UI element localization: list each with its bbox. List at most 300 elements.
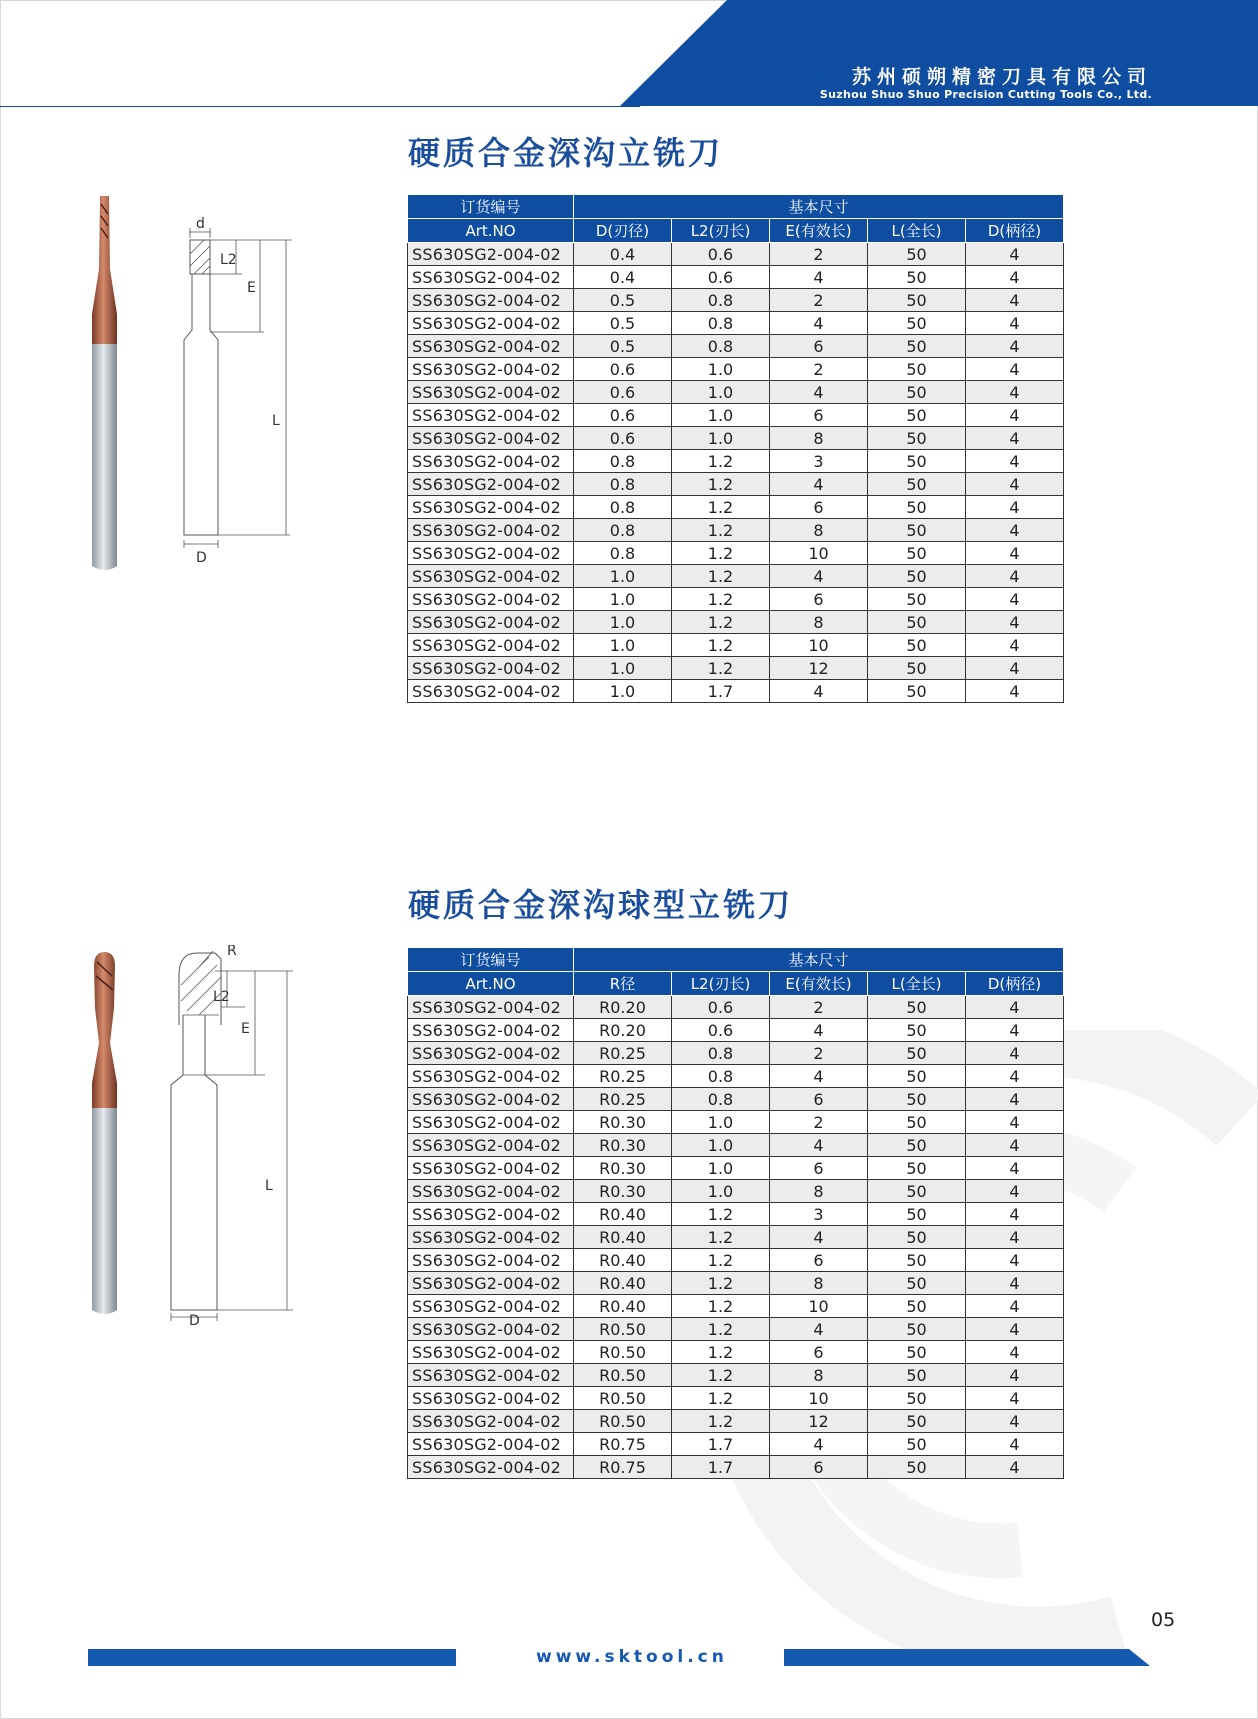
- header-art-en: Art.NO: [408, 219, 574, 243]
- table-cell: 50: [868, 996, 966, 1019]
- table-row: [408, 266, 1064, 289]
- table-cell: 50: [868, 1226, 966, 1249]
- table-cell: 50: [868, 1387, 966, 1410]
- art-no-cell: SS630SG2-004-02: [408, 1180, 574, 1203]
- art-no-cell: SS630SG2-004-02: [408, 996, 574, 1019]
- table-cell: 1.0: [672, 427, 770, 450]
- section2-tool-photo: [80, 948, 130, 1318]
- table-cell: R0.50: [574, 1341, 672, 1364]
- table-cell: 0.8: [672, 1042, 770, 1065]
- table-cell: R0.75: [574, 1433, 672, 1456]
- art-no-cell: SS630SG2-004-02: [408, 1111, 574, 1134]
- table-cell: 50: [868, 1364, 966, 1387]
- table-cell: 4: [966, 1433, 1064, 1456]
- table-cell: 50: [868, 634, 966, 657]
- table-cell: 4: [966, 1318, 1064, 1341]
- table-cell: R0.40: [574, 1203, 672, 1226]
- table-cell: 6: [770, 335, 868, 358]
- table-cell: 4: [770, 312, 868, 335]
- table-cell: 50: [868, 473, 966, 496]
- table-cell: 4: [966, 1272, 1064, 1295]
- table-cell: 6: [770, 588, 868, 611]
- table-row: [408, 1134, 1064, 1157]
- art-no-cell: SS630SG2-004-02: [408, 1341, 574, 1364]
- table-cell: 1.0: [672, 381, 770, 404]
- section2-dimension-drawing: [165, 945, 300, 1325]
- table-cell: 4: [966, 312, 1064, 335]
- table-row: [408, 381, 1064, 404]
- art-no-cell: SS630SG2-004-02: [408, 680, 574, 703]
- table-cell: 8: [770, 1180, 868, 1203]
- table-cell: 1.0: [574, 611, 672, 634]
- table-cell: 50: [868, 496, 966, 519]
- table-cell: 50: [868, 243, 966, 266]
- table-row: [408, 496, 1064, 519]
- art-no-cell: SS630SG2-004-02: [408, 1272, 574, 1295]
- art-no-cell: SS630SG2-004-02: [408, 1387, 574, 1410]
- table-row: [408, 289, 1064, 312]
- table-cell: 50: [868, 1111, 966, 1134]
- table-cell: 0.5: [574, 312, 672, 335]
- table-cell: 1.0: [672, 1157, 770, 1180]
- table-cell: 4: [770, 1134, 868, 1157]
- table-cell: R0.50: [574, 1410, 672, 1433]
- table-cell: 50: [868, 1203, 966, 1226]
- table-cell: 4: [966, 243, 1064, 266]
- table-cell: 50: [868, 358, 966, 381]
- table-cell: 3: [770, 450, 868, 473]
- table-cell: 0.8: [672, 1088, 770, 1111]
- table-cell: 50: [868, 1088, 966, 1111]
- header-group: 基本尺寸: [574, 195, 1064, 219]
- table-cell: 50: [868, 611, 966, 634]
- table-cell: 2: [770, 243, 868, 266]
- table-cell: 0.6: [574, 404, 672, 427]
- table-row: [408, 450, 1064, 473]
- table-cell: 50: [868, 450, 966, 473]
- table-row: [408, 335, 1064, 358]
- table-cell: 0.6: [574, 358, 672, 381]
- table-cell: 4: [966, 473, 1064, 496]
- table-cell: 2: [770, 358, 868, 381]
- table-cell: 50: [868, 381, 966, 404]
- table-cell: R0.40: [574, 1249, 672, 1272]
- table-cell: 6: [770, 1456, 868, 1479]
- table-cell: 1.0: [672, 404, 770, 427]
- page-number: 05: [1151, 1609, 1176, 1631]
- table-cell: 0.6: [574, 427, 672, 450]
- table-cell: 6: [770, 1249, 868, 1272]
- table-cell: 4: [966, 1203, 1064, 1226]
- section1-table-body: [408, 243, 1064, 703]
- table-cell: 4: [966, 427, 1064, 450]
- table-cell: 4: [770, 1065, 868, 1088]
- table-row: [408, 1111, 1064, 1134]
- table-cell: 4: [966, 1019, 1064, 1042]
- table-cell: 8: [770, 1272, 868, 1295]
- table-cell: 50: [868, 1042, 966, 1065]
- table-cell: 1.7: [672, 1433, 770, 1456]
- table-cell: 4: [966, 542, 1064, 565]
- table-cell: 6: [770, 404, 868, 427]
- table-cell: 50: [868, 427, 966, 450]
- table-cell: 50: [868, 542, 966, 565]
- table-cell: 50: [868, 657, 966, 680]
- art-no-cell: SS630SG2-004-02: [408, 1364, 574, 1387]
- table-cell: 4: [966, 496, 1064, 519]
- table-cell: 10: [770, 634, 868, 657]
- art-no-cell: SS630SG2-004-02: [408, 1249, 574, 1272]
- art-no-cell: SS630SG2-004-02: [408, 1295, 574, 1318]
- table-row: [408, 1272, 1064, 1295]
- table-cell: 1.7: [672, 680, 770, 703]
- table-cell: 10: [770, 1387, 868, 1410]
- table-cell: 10: [770, 542, 868, 565]
- table-cell: 10: [770, 1295, 868, 1318]
- table-row: [408, 680, 1064, 703]
- table-cell: 50: [868, 266, 966, 289]
- table-row: [408, 1433, 1064, 1456]
- table-row: [408, 1387, 1064, 1410]
- section1-spec-table: [407, 194, 1064, 703]
- table-cell: 0.6: [672, 243, 770, 266]
- section1-title: 硬质合金深沟立铣刀: [408, 134, 724, 172]
- table-cell: 4: [966, 680, 1064, 703]
- table-cell: 3: [770, 1203, 868, 1226]
- table-cell: 4: [966, 996, 1064, 1019]
- table-cell: 4: [966, 335, 1064, 358]
- table-row: [408, 1226, 1064, 1249]
- table-row: [408, 996, 1064, 1019]
- art-no-cell: SS630SG2-004-02: [408, 565, 574, 588]
- table-cell: R0.30: [574, 1134, 672, 1157]
- table-cell: 1.2: [672, 542, 770, 565]
- art-no-cell: SS630SG2-004-02: [408, 657, 574, 680]
- table-cell: 1.0: [672, 358, 770, 381]
- section2-label-e: E: [241, 1021, 250, 1037]
- art-no-cell: SS630SG2-004-02: [408, 1134, 574, 1157]
- table-cell: 50: [868, 289, 966, 312]
- table-cell: 0.8: [672, 1065, 770, 1088]
- table-cell: 2: [770, 1042, 868, 1065]
- table-cell: 4: [966, 657, 1064, 680]
- table-cell: 1.0: [574, 634, 672, 657]
- table-cell: 1.2: [672, 565, 770, 588]
- table-cell: 0.6: [574, 381, 672, 404]
- table-row: [408, 358, 1064, 381]
- table-cell: 6: [770, 1157, 868, 1180]
- table-cell: 0.4: [574, 266, 672, 289]
- art-no-cell: SS630SG2-004-02: [408, 1226, 574, 1249]
- table-cell: 4: [966, 1341, 1064, 1364]
- table-cell: 50: [868, 1065, 966, 1088]
- table-row: [408, 1042, 1064, 1065]
- table-cell: 4: [966, 1410, 1064, 1433]
- footer-bar-left: [88, 1649, 456, 1666]
- table-cell: 50: [868, 519, 966, 542]
- table-cell: R0.50: [574, 1364, 672, 1387]
- section1-tool-photo: [80, 194, 130, 574]
- table-cell: R0.30: [574, 1157, 672, 1180]
- header-col: L2(刃长): [672, 219, 770, 243]
- art-no-cell: SS630SG2-004-02: [408, 473, 574, 496]
- table-cell: 1.2: [672, 1226, 770, 1249]
- art-no-cell: SS630SG2-004-02: [408, 404, 574, 427]
- table-cell: 4: [966, 588, 1064, 611]
- table-cell: R0.40: [574, 1295, 672, 1318]
- header-col: L2(刃长): [672, 972, 770, 996]
- table-cell: R0.30: [574, 1111, 672, 1134]
- table-row: [408, 1318, 1064, 1341]
- table-cell: 0.8: [672, 312, 770, 335]
- table-cell: 1.2: [672, 1295, 770, 1318]
- table-cell: 4: [966, 1180, 1064, 1203]
- table-cell: 8: [770, 1364, 868, 1387]
- section2-spec-table: [407, 947, 1064, 1479]
- company-name-cn: 苏州硕朔精密刀具有限公司: [851, 66, 1152, 88]
- table-row: [408, 404, 1064, 427]
- table-cell: 0.8: [672, 289, 770, 312]
- section2-title: 硬质合金深沟球型立铣刀: [408, 886, 794, 924]
- table-cell: 4: [770, 1433, 868, 1456]
- table-cell: R0.25: [574, 1088, 672, 1111]
- table-cell: 6: [770, 1341, 868, 1364]
- table-cell: 1.2: [672, 1410, 770, 1433]
- table-cell: R0.50: [574, 1387, 672, 1410]
- art-no-cell: SS630SG2-004-02: [408, 381, 574, 404]
- section1-label-d: d: [196, 216, 205, 232]
- table-cell: 2: [770, 289, 868, 312]
- table-cell: R0.25: [574, 1042, 672, 1065]
- table-cell: 50: [868, 1134, 966, 1157]
- art-no-cell: SS630SG2-004-02: [408, 496, 574, 519]
- table-cell: R0.40: [574, 1272, 672, 1295]
- table-row: [408, 312, 1064, 335]
- table-row: [408, 427, 1064, 450]
- table-cell: 1.2: [672, 519, 770, 542]
- section2-table-body: [408, 996, 1064, 1479]
- table-cell: 4: [966, 1134, 1064, 1157]
- table-cell: 4: [770, 680, 868, 703]
- table-cell: 4: [966, 1065, 1064, 1088]
- table-cell: 4: [770, 565, 868, 588]
- table-cell: 2: [770, 996, 868, 1019]
- header-art-cn: 订货编号: [408, 948, 574, 972]
- header-col: R径: [574, 972, 672, 996]
- table-cell: 50: [868, 565, 966, 588]
- header-art-en: Art.NO: [408, 972, 574, 996]
- art-no-cell: SS630SG2-004-02: [408, 335, 574, 358]
- section1-label-e: E: [247, 280, 256, 296]
- table-cell: 1.0: [574, 680, 672, 703]
- table-cell: 0.4: [574, 243, 672, 266]
- table-cell: 2: [770, 1111, 868, 1134]
- table-cell: 50: [868, 680, 966, 703]
- table-cell: 4: [966, 381, 1064, 404]
- table-cell: 4: [966, 289, 1064, 312]
- table-cell: 1.0: [672, 1134, 770, 1157]
- art-no-cell: SS630SG2-004-02: [408, 1318, 574, 1341]
- art-no-cell: SS630SG2-004-02: [408, 243, 574, 266]
- table-cell: 1.2: [672, 1203, 770, 1226]
- table-cell: 4: [770, 381, 868, 404]
- table-cell: 1.2: [672, 657, 770, 680]
- table-cell: 50: [868, 1410, 966, 1433]
- header-col: E(有效长): [770, 972, 868, 996]
- header-col: E(有效长): [770, 219, 868, 243]
- table-cell: R0.40: [574, 1226, 672, 1249]
- table-cell: 1.0: [574, 565, 672, 588]
- table-cell: 4: [966, 266, 1064, 289]
- section1-label-shank: D: [196, 550, 207, 566]
- table-cell: 1.2: [672, 496, 770, 519]
- table-row: [408, 1410, 1064, 1433]
- table-cell: 1.2: [672, 473, 770, 496]
- header-group: 基本尺寸: [574, 948, 1064, 972]
- header-art-cn: 订货编号: [408, 195, 574, 219]
- table-cell: 1.7: [672, 1456, 770, 1479]
- table-cell: 8: [770, 611, 868, 634]
- table-cell: 4: [966, 634, 1064, 657]
- section2-label-l: L: [265, 1178, 273, 1194]
- art-no-cell: SS630SG2-004-02: [408, 1042, 574, 1065]
- art-no-cell: SS630SG2-004-02: [408, 1065, 574, 1088]
- art-no-cell: SS630SG2-004-02: [408, 634, 574, 657]
- table-cell: 4: [966, 1111, 1064, 1134]
- table-cell: 4: [966, 450, 1064, 473]
- art-no-cell: SS630SG2-004-02: [408, 358, 574, 381]
- table-row: [408, 588, 1064, 611]
- company-name: [820, 66, 1152, 102]
- header-col: D(柄径): [966, 219, 1064, 243]
- table-row: [408, 1203, 1064, 1226]
- table-cell: 0.5: [574, 335, 672, 358]
- company-name-en: Suzhou Shuo Shuo Precision Cutting Tools Co., Ltd.: [819, 88, 1152, 101]
- section2-label-r: R: [227, 945, 237, 959]
- table-cell: 1.2: [672, 1318, 770, 1341]
- section2-label-l2: L2: [213, 989, 230, 1005]
- section1-label-l2: L2: [220, 252, 237, 268]
- art-no-cell: SS630SG2-004-02: [408, 1203, 574, 1226]
- table-cell: R0.30: [574, 1180, 672, 1203]
- table-row: [408, 1019, 1064, 1042]
- table-row: [408, 1341, 1064, 1364]
- table-cell: 1.2: [672, 1272, 770, 1295]
- header-col: D(刃径): [574, 219, 672, 243]
- table-row: [408, 1065, 1064, 1088]
- table-row: [408, 565, 1064, 588]
- table-cell: 50: [868, 1180, 966, 1203]
- table-row: [408, 519, 1064, 542]
- art-no-cell: SS630SG2-004-02: [408, 1157, 574, 1180]
- table-cell: 50: [868, 1019, 966, 1042]
- section2-label-shank: D: [189, 1313, 200, 1325]
- table-cell: 1.2: [672, 611, 770, 634]
- table-cell: 1.2: [672, 1364, 770, 1387]
- art-no-cell: SS630SG2-004-02: [408, 266, 574, 289]
- art-no-cell: SS630SG2-004-02: [408, 519, 574, 542]
- table-cell: 4: [966, 1456, 1064, 1479]
- art-no-cell: SS630SG2-004-02: [408, 312, 574, 335]
- table-cell: 50: [868, 312, 966, 335]
- table-cell: 4: [966, 1157, 1064, 1180]
- table-cell: 4: [966, 1042, 1064, 1065]
- table-row: [408, 634, 1064, 657]
- table-cell: R0.20: [574, 1019, 672, 1042]
- table-cell: 50: [868, 588, 966, 611]
- table-cell: 4: [966, 1295, 1064, 1318]
- table-cell: R0.50: [574, 1318, 672, 1341]
- table-cell: 1.0: [574, 588, 672, 611]
- table-cell: 1.0: [672, 1111, 770, 1134]
- table-cell: 8: [770, 519, 868, 542]
- table-cell: 4: [966, 519, 1064, 542]
- table-cell: 12: [770, 657, 868, 680]
- table-cell: 0.8: [574, 496, 672, 519]
- table-cell: 4: [770, 473, 868, 496]
- art-no-cell: SS630SG2-004-02: [408, 1456, 574, 1479]
- table-cell: 50: [868, 1249, 966, 1272]
- table-row: [408, 542, 1064, 565]
- table-cell: 50: [868, 1433, 966, 1456]
- table-cell: 4: [966, 1364, 1064, 1387]
- table-cell: 50: [868, 1272, 966, 1295]
- table-cell: R0.25: [574, 1065, 672, 1088]
- table-cell: 4: [966, 1387, 1064, 1410]
- art-no-cell: SS630SG2-004-02: [408, 289, 574, 312]
- table-cell: 1.2: [672, 1341, 770, 1364]
- table-cell: 6: [770, 496, 868, 519]
- table-cell: 50: [868, 1341, 966, 1364]
- table-cell: 0.8: [574, 450, 672, 473]
- art-no-cell: SS630SG2-004-02: [408, 1019, 574, 1042]
- table-row: [408, 1249, 1064, 1272]
- table-cell: 8: [770, 427, 868, 450]
- table-cell: 0.6: [672, 1019, 770, 1042]
- table-cell: 50: [868, 1456, 966, 1479]
- table-cell: 4: [966, 611, 1064, 634]
- header-col: L(全长): [868, 219, 966, 243]
- table-row: [408, 473, 1064, 496]
- table-row: [408, 1088, 1064, 1111]
- table-cell: 4: [966, 1226, 1064, 1249]
- table-cell: 0.5: [574, 289, 672, 312]
- art-no-cell: SS630SG2-004-02: [408, 1433, 574, 1456]
- table-cell: 1.2: [672, 1249, 770, 1272]
- table-row: [408, 1295, 1064, 1318]
- table-cell: 4: [966, 565, 1064, 588]
- table-cell: 4: [966, 1088, 1064, 1111]
- table-cell: 0.8: [574, 542, 672, 565]
- table-cell: 4: [966, 358, 1064, 381]
- art-no-cell: SS630SG2-004-02: [408, 1088, 574, 1111]
- table-cell: 4: [966, 404, 1064, 427]
- table-cell: 1.0: [574, 657, 672, 680]
- footer-url-link[interactable]: www.sktool.cn: [536, 1647, 728, 1667]
- table-row: [408, 243, 1064, 266]
- table-cell: 12: [770, 1410, 868, 1433]
- table-row: [408, 657, 1064, 680]
- art-no-cell: SS630SG2-004-02: [408, 427, 574, 450]
- art-no-cell: SS630SG2-004-02: [408, 1410, 574, 1433]
- table-cell: 1.2: [672, 634, 770, 657]
- table-cell: 0.6: [672, 266, 770, 289]
- table-cell: 50: [868, 335, 966, 358]
- table-cell: 50: [868, 404, 966, 427]
- section1-dimension-drawing: [172, 210, 302, 570]
- table-cell: 1.2: [672, 588, 770, 611]
- table-cell: 4: [966, 1249, 1064, 1272]
